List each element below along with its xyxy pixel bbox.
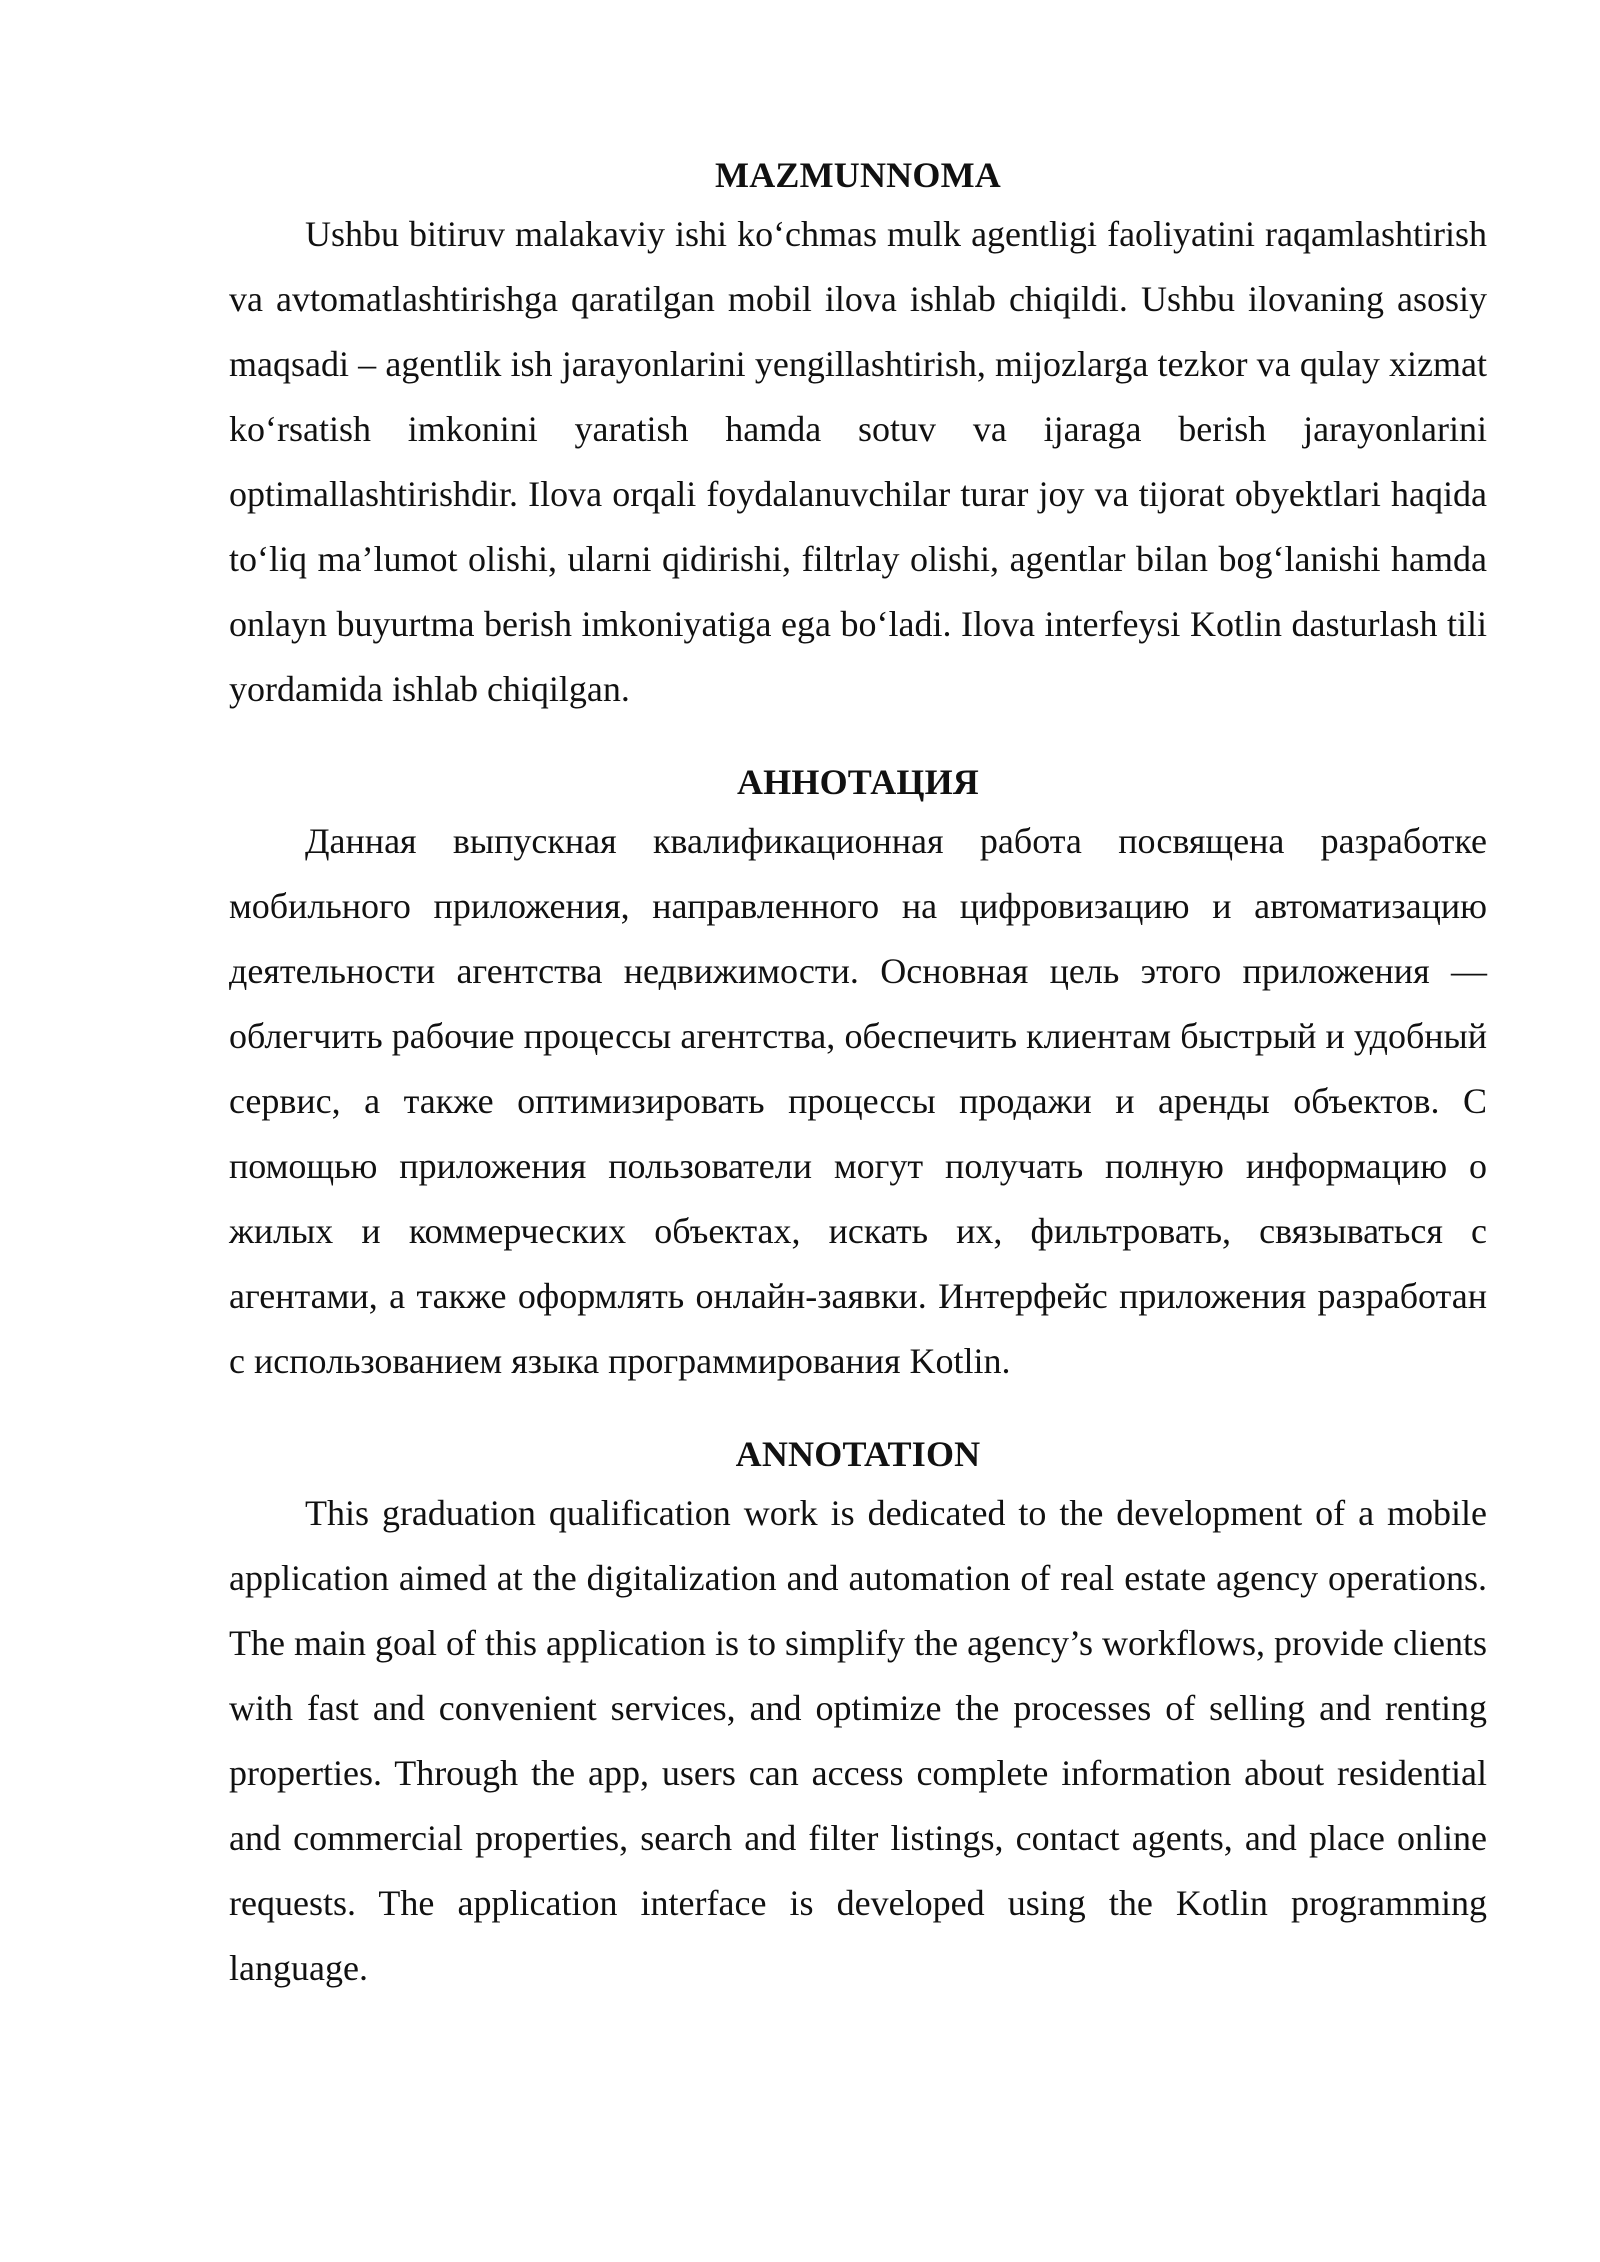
- page-content: [229, 148, 1487, 2001]
- section-body-english: This graduation qualification work is dedicated to the development of a mobile application aimed at the digitalization and automation of real estate agency operations. The main goal of this application is to simplify the agency’s workflows, provide clients with fast and convenient services, and optimize the processes of selling and renting properties. Through the app, users can access complete information about residential and commercial properties, search and filter listings, contact agents, and place online requests. The application interface is developed using the Kotlin programming language.: [229, 1493, 1487, 1988]
- section-spacer: [229, 722, 1487, 755]
- section-body-russian: Данная выпускная квалификационная работа посвящена разработке мобильного приложения, направленного на цифровизацию и автоматизацию деятельности агентства недвижимости. Основная цель этого приложения — облегчить рабочие процессы агентства, обеспечить клиентам быстрый и удобный сервис, а также оптимизировать процессы продажи и аренды объектов. С помощью приложения пользователи могут получать полную информацию о жилых и коммерческих объектах, искать их, фильтровать, связываться с агентами, а также оформлять онлайн-заявки. Интерфейс приложения разработан с использованием языка программирования Kotlin.: [229, 821, 1487, 1381]
- section-title-uzbek: MAZMUNNOMA: [715, 155, 1001, 195]
- section-body-uzbek: Ushbu bitiruv malakaviy ishi ko‘chmas mulk agentligi faoliyatini raqamlashtirish va avtomatlashtirishga qaratilgan mobil ilova ishlab chiqildi. Ushbu ilovaning asosiy maqsadi – agentlik ish jarayonlarini yengillashtirish, mijozlarga tezkor va qulay xizmat ko‘rsatish imkonini yaratish hamda sotuv va ijaraga berish jarayonlarini optimallashtirishdir. Ilova orqali foydalanuvchilar turar joy va tijorat obyektlari haqida to‘liq ma’lumot olishi, ularni qidirishi, filtrlay olishi, agentlar bilan bog‘lanishi hamda onlayn buyurtma berish imkoniyatiga ega bo‘ladi. Ilova interfeysi Kotlin dasturlash tili yordamida ishlab chiqilgan.: [229, 214, 1487, 709]
- section-title-russian: АННОТАЦИЯ: [736, 762, 980, 802]
- section-title-english: ANNOTATION: [735, 1434, 981, 1474]
- section-spacer: [229, 1394, 1487, 1427]
